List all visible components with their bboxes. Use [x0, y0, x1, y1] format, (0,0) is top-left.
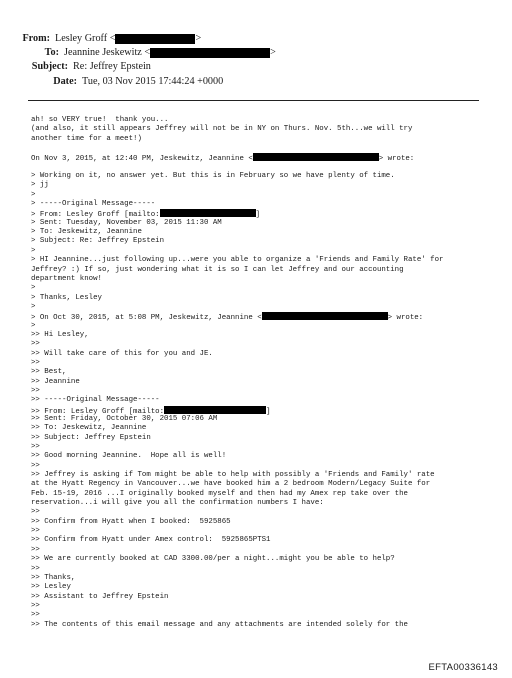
email-body-line: >> Sent: Friday, October 30, 2015 07:06 AM	[31, 415, 218, 423]
email-body-line: >>	[31, 601, 40, 610]
email-body-line: >>	[31, 545, 40, 554]
email-body-line: >>	[31, 386, 40, 395]
header-to-row	[0, 46, 512, 60]
redaction-block	[253, 153, 379, 161]
email-body-line: Feb. 15-19, 2016 ...I originally booked myself and then had my Amex rep take over the	[31, 489, 408, 498]
email-body-line: > jj	[31, 181, 49, 190]
email-body-line: >>	[31, 564, 40, 573]
email-body-line: another time for a meet!)	[31, 134, 142, 143]
email-body-line: >>	[31, 340, 40, 349]
email-body-line: >> -----Original Message-----	[31, 396, 160, 405]
email-body-line	[31, 144, 501, 153]
email-body-line: at the Hyatt Regency in Vancouver...we have booked him a 2 bedroom Modern/Legacy Suite for	[31, 480, 431, 489]
email-body-line: (and also, it still appears Jeffrey will not be in NY on Thurs. Nov. 5th...we will try	[31, 125, 413, 134]
email-body-line	[31, 163, 501, 172]
email-body-line: >> Best,	[31, 368, 67, 377]
email-body-line: > Subject: Re: Jeffrey Epstein	[31, 237, 165, 246]
email-body-line: >	[31, 284, 36, 293]
email-body-line: ah! so VERY true! thank you...	[31, 116, 169, 124]
redaction-block	[164, 406, 266, 414]
email-body-line: >	[31, 321, 36, 330]
email-header	[0, 32, 512, 89]
redaction-block	[115, 34, 195, 44]
header-from-row	[0, 32, 512, 46]
document-id: EFTA00336143	[428, 662, 498, 673]
email-body-line: > Working on it, no answer yet. But this is in February so we have plenty of time.	[31, 172, 395, 181]
email-body-line: >>	[31, 461, 40, 470]
redaction-block	[262, 312, 388, 320]
email-body-line: >> To: Jeskewitz, Jeannine	[31, 424, 147, 433]
subject-label: Subject:	[31, 61, 68, 73]
email-body-line: >> Will take care of this for you and JE.	[31, 349, 213, 358]
email-body-line: >	[31, 246, 36, 255]
date-label: Date:	[53, 75, 77, 87]
header-divider	[28, 100, 479, 101]
email-body-line: >> Thanks,	[31, 573, 76, 582]
subject-value: Re: Jeffrey Epstein	[73, 61, 151, 73]
email-body-line: > On Oct 30, 2015, at 5:08 PM, Jeskewitz, Jeannine < > wrote:	[31, 314, 424, 323]
email-body-line: > Sent: Tuesday, November 03, 2015 11:30 AM	[31, 218, 222, 227]
redaction-block	[150, 48, 270, 58]
to-value: Jeannine Jeskewitz < >	[64, 47, 276, 59]
email-body-line: > From: Lesley Groff [mailto: ]	[31, 211, 261, 220]
email-body	[31, 116, 501, 630]
email-body-line: > HI Jeannine...just following up...were you able to organize a 'Friends and Family Rate' for	[31, 256, 444, 265]
email-body-line: >> Good morning Jeannine. Hope all is well!	[31, 452, 227, 461]
email-body-line: department know!	[31, 274, 102, 283]
email-body-line: >	[31, 302, 36, 311]
email-body-line: >> Confirm from Hyatt when I booked: 5925865	[31, 517, 231, 526]
redaction-block	[160, 209, 256, 217]
email-body-line: >> Jeffrey is asking if Tom might be able to help with possibly a 'Friends and Family' rate	[31, 471, 435, 480]
email-body-line: >> Confirm from Hyatt under Amex control: 5925865PTS1	[31, 536, 271, 545]
email-body-line: >>	[31, 527, 40, 536]
header-subject-row	[0, 60, 512, 74]
email-body-line: >> From: Lesley Groff [mailto: ]	[31, 407, 271, 416]
date-value: Tue, 03 Nov 2015 17:44:24 +0000	[82, 75, 224, 87]
email-body-line: >> Jeannine	[31, 377, 80, 386]
email-body-line: reservation...i will give you all the confirmation numbers I have:	[31, 499, 324, 508]
email-body-line: Jeffrey? :) If so, just wondering what it is so I can let Jeffrey and our accounting	[31, 265, 404, 274]
email-body-line: >> Lesley	[31, 583, 71, 592]
email-body-line: >>	[31, 508, 40, 517]
from-value: Lesley Groff < >	[55, 33, 202, 44]
email-body-line: >> Assistant to Jeffrey Epstein	[31, 592, 169, 601]
email-body-line: > To: Jeskewitz, Jeannine	[31, 228, 142, 237]
to-label: To:	[44, 47, 59, 59]
email-body-line: >> Subject: Jeffrey Epstein	[31, 433, 151, 442]
email-body-line: > Thanks, Lesley	[31, 293, 102, 302]
email-body-line: On Nov 3, 2015, at 12:40 PM, Jeskewitz, Jeannine < > wrote:	[31, 155, 415, 164]
from-label: From:	[22, 33, 50, 44]
email-body-line: >	[31, 190, 36, 199]
email-body-line: >> Hi Lesley,	[31, 330, 89, 339]
email-body-line: > -----Original Message-----	[31, 200, 156, 209]
email-body-line: >>	[31, 443, 40, 452]
email-body-line: >>	[31, 611, 40, 620]
email-body-line: >> The contents of this email message and any attachments are intended solely for the	[31, 620, 408, 629]
email-body-line: >> We are currently booked at CAD 3300.00/per a night...might you be able to help?	[31, 555, 395, 564]
header-date-row	[0, 75, 512, 89]
email-body-line: >>	[31, 358, 40, 367]
